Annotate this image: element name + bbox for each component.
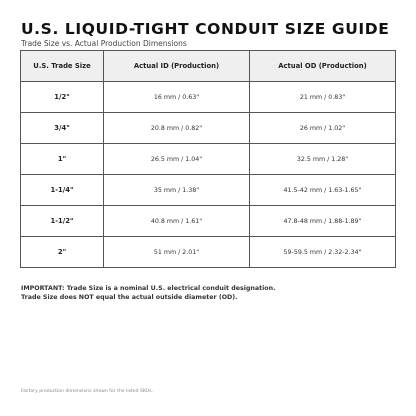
trade-size-cell: 1" <box>21 144 104 175</box>
actual-od-cell: 47.8-48 mm / 1.88-1.89" <box>250 206 396 237</box>
table-row <box>21 82 396 113</box>
important-note-line-2: Trade Size does NOT equal the actual outside diameter (OD). <box>21 294 238 301</box>
trade-size-cell: 1-1/4" <box>21 175 104 206</box>
table-row <box>21 113 396 144</box>
page-title: U.S. LIQUID-TIGHT CONDUIT SIZE GUIDE <box>21 20 390 38</box>
table-row <box>21 206 396 237</box>
actual-od-cell: 26 mm / 1.02" <box>250 113 396 144</box>
trade-size-cell: 2" <box>21 237 104 268</box>
header-trade-size: U.S. Trade Size <box>21 51 104 82</box>
trade-size-cell: 3/4" <box>21 113 104 144</box>
actual-od-cell: 41.5-42 mm / 1.63-1.65" <box>250 175 396 206</box>
table-row <box>21 175 396 206</box>
actual-id-cell: 51 mm / 2.01" <box>104 237 250 268</box>
important-note-line-1: IMPORTANT: Trade Size is a nominal U.S. electrical conduit designation. <box>21 285 276 292</box>
table-header-row <box>21 51 396 82</box>
actual-od-cell: 59-59.5 mm / 2.32-2.34" <box>250 237 396 268</box>
actual-od-cell: 32.5 mm / 1.28" <box>250 144 396 175</box>
trade-size-cell: 1-1/2" <box>21 206 104 237</box>
actual-id-cell: 16 mm / 0.63" <box>104 82 250 113</box>
actual-id-cell: 20.8 mm / 0.82" <box>104 113 250 144</box>
header-actual-id: Actual ID (Production) <box>104 51 250 82</box>
important-note <box>21 284 276 302</box>
table-row <box>21 237 396 268</box>
actual-id-cell: 35 mm / 1.38" <box>104 175 250 206</box>
header-actual-od: Actual OD (Production) <box>250 51 396 82</box>
conduit-size-table <box>20 50 396 268</box>
footnote: Factory production dimensions shown for the listed SKUs. <box>21 389 154 394</box>
actual-od-cell: 21 mm / 0.83" <box>250 82 396 113</box>
actual-id-cell: 40.8 mm / 1.61" <box>104 206 250 237</box>
table-row <box>21 144 396 175</box>
page-subtitle: Trade Size vs. Actual Production Dimensions <box>21 39 187 48</box>
actual-id-cell: 26.5 mm / 1.04" <box>104 144 250 175</box>
trade-size-cell: 1/2" <box>21 82 104 113</box>
